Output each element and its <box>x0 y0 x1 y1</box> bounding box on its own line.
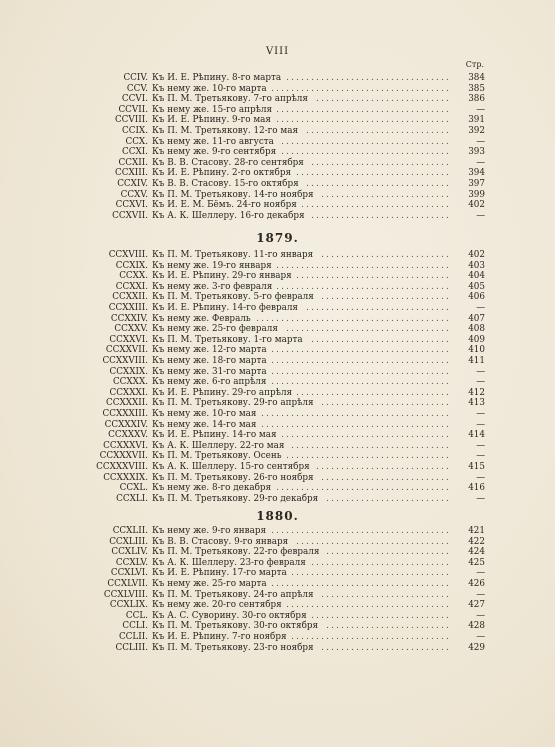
dot-leader: ................................... <box>276 483 451 494</box>
toc-entry <box>60 494 485 505</box>
entry-page: — <box>476 157 485 168</box>
entry-page: 407 <box>468 313 485 324</box>
entry-title: Къ нему же. 14-го мая <box>152 419 257 430</box>
entry-number: CCXXXV. <box>108 430 148 441</box>
entry-page: 391 <box>468 115 485 126</box>
dot-leader: ......................... <box>326 547 451 558</box>
entry-number: CCXLVI. <box>110 568 148 579</box>
entry-title: Къ И. Е. Рѣпину. 17-го марта <box>152 568 287 579</box>
toc-entry <box>60 261 485 272</box>
entry-title: Къ нему же. 20-го сентября <box>152 600 282 611</box>
entry-number: CCIX. <box>122 126 148 136</box>
entry-number: CCXLIII. <box>109 536 148 547</box>
entry-page: 426 <box>468 579 485 589</box>
entry-number: CCXLIX. <box>109 600 148 611</box>
toc-entry <box>60 314 485 325</box>
entry-number: CCXVIII. <box>108 250 148 260</box>
entry-page: 427 <box>468 600 485 611</box>
entry-title: Къ нему же. 9-го сентября <box>152 147 277 158</box>
entry-page: — <box>476 419 485 430</box>
dot-leader: ................................. <box>286 73 451 83</box>
entry-title: Къ П. М. Третьякову. 5-го февраля <box>152 292 314 303</box>
entry-page: 412 <box>468 387 485 398</box>
entry-page: 425 <box>468 557 485 568</box>
toc-entry <box>60 568 485 579</box>
entry-page: 384 <box>468 73 485 83</box>
dot-leader: ............................ <box>311 157 451 168</box>
entry-page: 385 <box>468 83 485 94</box>
entry-number: CCXII. <box>118 157 148 168</box>
toc-entry <box>60 537 485 548</box>
entry-page: — <box>476 377 485 388</box>
dot-leader: ................................. <box>286 324 451 335</box>
entry-page: — <box>476 493 485 504</box>
entry-number: CCXXIII. <box>108 303 148 313</box>
entry-title: Къ И. Е. Рѣпину. 8-го марта <box>152 73 282 83</box>
entry-title: Къ В. В. Стасову. 9-го января <box>152 536 289 547</box>
entry-title: Къ И. Е. Рѣпину. 14-го мая <box>152 430 277 441</box>
toc-entry <box>60 579 485 590</box>
dot-leader: ............................... <box>296 536 451 547</box>
entry-title: Къ П. М. Третьякову. 1-го марта <box>152 334 303 345</box>
entry-title: Къ И. Е. Рѣпину. 2-го октября <box>152 168 292 179</box>
entry-number: CCXXV. <box>114 324 148 335</box>
dot-leader: ............................... <box>296 387 451 398</box>
toc-entry <box>60 367 485 378</box>
entry-title: Къ П. М. Третьякову. 24-го апрѣля <box>152 589 314 600</box>
entry-title: Къ П. М. Третьякову. 23-го ноября <box>152 642 314 653</box>
entry-title: Къ нему же. 19-го января <box>152 260 272 271</box>
section-year-heading: 1879. <box>256 231 299 245</box>
dot-leader: ...................................... <box>261 409 451 419</box>
dot-leader: .......................... <box>321 472 451 483</box>
toc-entry <box>60 94 485 105</box>
dot-leader: .................................. <box>281 136 451 147</box>
dot-leader: ................................ <box>291 632 451 642</box>
entry-page: 392 <box>468 126 485 136</box>
dot-leader: ............................ <box>311 334 451 345</box>
entry-page: — <box>476 366 485 377</box>
entry-page: — <box>476 136 485 147</box>
toc-entry <box>60 473 485 484</box>
entry-number: CCXLI. <box>116 493 148 504</box>
toc-entry <box>60 451 485 462</box>
entry-number: CCXXXIV. <box>104 419 148 430</box>
entry-number: CCXI. <box>122 147 148 158</box>
dot-leader: .......................... <box>321 589 451 600</box>
entry-page: 414 <box>468 430 485 441</box>
entry-number: CCLI. <box>122 621 148 632</box>
dot-leader: ........................... <box>316 94 451 105</box>
dot-leader: ............................ <box>311 210 451 221</box>
entry-page: 416 <box>468 483 485 494</box>
entry-number: CCXLVIII. <box>103 589 148 600</box>
entry-number: CCXLIV. <box>111 547 148 558</box>
entry-title: Къ А. С. Суворину. 30-го октября <box>152 610 307 621</box>
entry-title: Къ нему же. 6-го апрѣля <box>152 377 267 388</box>
entry-number: CCXXXVI. <box>103 440 148 451</box>
toc-entry <box>60 462 485 473</box>
entry-title: Къ П. М. Третьякову. 29-го декабря <box>152 493 319 504</box>
dot-leader: .......................... <box>321 250 451 260</box>
toc-entry <box>60 547 485 558</box>
entry-title: Къ нему же. 12-го марта <box>152 345 267 356</box>
toc-entry <box>60 292 485 303</box>
entry-page: — <box>476 440 485 451</box>
entry-page: 424 <box>468 547 485 558</box>
toc-entry <box>60 398 485 409</box>
dot-leader: ............................. <box>306 303 451 313</box>
entry-number: CCVIII. <box>114 115 148 126</box>
page-column-header: Стр. <box>465 60 484 69</box>
entry-page: 397 <box>468 179 485 189</box>
entry-number: CCXIII. <box>115 168 148 179</box>
toc-entry <box>60 643 485 654</box>
entry-title: Къ И. Е. Рѣпину. 7-го ноября <box>152 632 287 642</box>
toc-entry <box>60 115 485 126</box>
entry-number: CCXIV. <box>117 179 148 189</box>
entry-page: — <box>476 210 485 221</box>
entry-page: 410 <box>468 345 485 356</box>
entry-page: 429 <box>468 642 485 653</box>
entry-title: Къ А. К. Шеллеру. 22-го мая <box>152 440 285 451</box>
entry-number: CCXLVII. <box>107 579 148 589</box>
toc-entry <box>60 105 485 116</box>
toc-entry <box>60 147 485 158</box>
entry-page: 413 <box>468 398 485 409</box>
dot-leader: .......................... <box>321 189 451 200</box>
toc-entry <box>60 441 485 452</box>
dot-leader: .................................. <box>281 430 451 441</box>
toc-entry <box>60 388 485 399</box>
toc-entry <box>60 526 485 537</box>
dot-leader: ................................... <box>276 260 451 271</box>
entry-title: Къ А. К. Шеллеру. 23-го февраля <box>152 557 306 568</box>
toc-entry <box>60 345 485 356</box>
entry-title: Къ П. М. Третьякову. 11-го января <box>152 250 314 260</box>
entry-title: Къ нему же. 8-го декабря <box>152 483 272 494</box>
entry-title: Къ П. М. Третьякову. 7-го апрѣля <box>152 94 308 105</box>
entry-number: CCXVI. <box>115 200 148 211</box>
toc-entry <box>60 430 485 441</box>
dot-leader: ...................................... <box>261 419 451 430</box>
entry-number: CCXXXII. <box>106 398 148 409</box>
entry-title: Къ В. В. Стасову. 28-го сентября <box>152 157 304 168</box>
entry-page: — <box>476 610 485 621</box>
page-number: VIII <box>265 46 290 57</box>
entry-title: Къ П. М. Третьякову. 26-го ноября <box>152 472 314 483</box>
dot-leader: .................................. <box>281 147 451 158</box>
entry-title: Къ П. М. Третьякову. 14-го ноября <box>152 189 314 200</box>
entry-number: CCXXXVIII. <box>96 462 148 472</box>
entry-title: Къ П. М. Третьякову. 30-го октября <box>152 621 319 632</box>
dot-leader: ............................... <box>296 168 451 179</box>
entry-number: CCXLV. <box>115 557 148 568</box>
dot-leader: ................................. <box>286 600 451 611</box>
toc-entry <box>60 179 485 190</box>
entry-page: 421 <box>468 526 485 536</box>
entry-number: CCL. <box>125 610 148 621</box>
toc-entry <box>60 303 485 314</box>
entry-number: CCLIII. <box>115 642 148 653</box>
toc-entry <box>60 621 485 632</box>
entry-page: — <box>476 568 485 579</box>
entry-page: 406 <box>468 292 485 303</box>
entry-title: Къ И. Е. Рѣпину. 14-го февраля <box>152 303 298 313</box>
toc-entry <box>60 335 485 346</box>
dot-leader: ................................ <box>291 568 451 579</box>
entry-title: Къ нему же. 15-го апрѣля <box>152 104 273 115</box>
entry-title: Къ И. Е. Рѣпину. 29-го января <box>152 271 292 282</box>
entry-number: CCXXIV. <box>110 313 148 324</box>
dot-leader: ................................... <box>276 281 451 292</box>
entry-number: CCVII. <box>118 104 148 115</box>
toc-entry <box>60 600 485 611</box>
entry-number: CCXXVII. <box>105 345 148 356</box>
dot-leader: ............................. <box>306 179 451 189</box>
entry-title: Къ П. М. Третьякову. 12-го мая <box>152 126 298 136</box>
entry-number: CCXV. <box>120 189 148 200</box>
toc-entry <box>60 356 485 367</box>
toc-entry <box>60 590 485 601</box>
toc-entry <box>60 168 485 179</box>
entry-page: 402 <box>468 250 485 260</box>
entry-number: CCLII. <box>118 632 148 642</box>
entry-title: Къ нему же. 10-го мая <box>152 409 257 419</box>
entry-page: — <box>476 632 485 642</box>
toc-entry <box>60 73 485 84</box>
toc-entry <box>60 211 485 222</box>
dot-leader: .............................. <box>301 200 451 211</box>
entry-number: CCXX. <box>119 271 148 282</box>
dot-leader: ................................... <box>276 104 451 115</box>
entry-number: CCXXXIII. <box>102 409 148 419</box>
entry-number: CCVI. <box>121 94 148 105</box>
entry-number: CCX. <box>125 136 148 147</box>
entry-title: Къ нему же. 31-го марта <box>152 366 267 377</box>
entry-page: 408 <box>468 324 485 335</box>
toc-entry <box>60 420 485 431</box>
dot-leader: ................................ <box>291 440 451 451</box>
entry-title: Къ И. Е. Рѣпину. 9-го мая <box>152 115 271 126</box>
entry-number: CCXXXI. <box>109 387 148 398</box>
toc-entry <box>60 558 485 569</box>
toc-entry <box>60 632 485 643</box>
entry-page: — <box>476 104 485 115</box>
entry-title: Къ И. Е. М. Бёмъ. 24-го ноября <box>152 200 297 211</box>
entry-page: 393 <box>468 147 485 158</box>
dot-leader: ............................ <box>311 610 451 621</box>
dot-leader: .......................... <box>321 398 451 409</box>
entry-page: 409 <box>468 334 485 345</box>
dot-leader: .................................... <box>271 345 451 356</box>
entry-number: CCXXII. <box>112 292 148 303</box>
dot-leader: .................................... <box>271 579 451 589</box>
entry-title: Къ нему же. 25-го февраля <box>152 324 278 335</box>
entry-number: CCXXX. <box>112 377 148 388</box>
toc-entry <box>60 250 485 261</box>
dot-leader: .................................... <box>271 366 451 377</box>
dot-leader: ............................ <box>311 557 451 568</box>
entry-number: CCXXIX. <box>109 366 148 377</box>
dot-leader: .................................... <box>271 83 451 94</box>
entry-page: 405 <box>468 281 485 292</box>
toc-entry <box>60 137 485 148</box>
dot-leader: ............................. <box>306 126 451 136</box>
entry-number: CCXXXIX. <box>103 472 148 483</box>
entry-page: — <box>476 472 485 483</box>
entry-title: Къ нему же. 18-го марта <box>152 356 267 366</box>
entry-title: Къ нему же. 9-го января <box>152 526 267 536</box>
toc-entry <box>60 158 485 169</box>
entry-title: Къ нему же. 25-го марта <box>152 579 267 589</box>
entry-page: 399 <box>468 189 485 200</box>
entry-title: Къ П. М. Третьякову. Осень <box>152 451 282 462</box>
entry-page: 394 <box>468 168 485 179</box>
entry-number: CCV. <box>126 83 148 94</box>
dot-leader: ......................... <box>326 493 451 504</box>
entry-number: CCXXVIII. <box>102 356 148 366</box>
toc-entry <box>60 324 485 335</box>
entry-page: 386 <box>468 94 485 105</box>
entry-number: CCXVII. <box>112 210 148 221</box>
toc-entry <box>60 190 485 201</box>
toc-entry <box>60 409 485 420</box>
entry-page: — <box>476 409 485 419</box>
entry-page: — <box>476 303 485 313</box>
entry-title: Къ нему же. 3-го февраля <box>152 281 273 292</box>
entry-title: Къ И. Е. Рѣпину. 29-го апрѣля <box>152 387 293 398</box>
toc-entry <box>60 611 485 622</box>
entry-page: 402 <box>468 200 485 211</box>
entry-page: 415 <box>468 462 485 472</box>
entry-title: Къ А. К. Шеллеру. 16-го декабря <box>152 210 305 221</box>
dot-leader: ................................... <box>276 115 451 126</box>
entry-number: CCXXI. <box>115 281 148 292</box>
toc-entry <box>60 377 485 388</box>
toc-entry <box>60 126 485 137</box>
dot-leader: ................................. <box>286 451 451 462</box>
entry-number: CCXIX. <box>115 260 148 271</box>
entry-number: CCXXVI. <box>109 334 148 345</box>
toc-entry <box>60 200 485 211</box>
entry-page: 428 <box>468 621 485 632</box>
entry-title: Къ В. В. Стасову. 15-го октября <box>152 179 299 189</box>
dot-leader: ............................... <box>296 271 451 282</box>
toc-entry <box>60 271 485 282</box>
dot-leader: .................................... <box>271 377 451 388</box>
entry-number: CCIV. <box>123 73 148 83</box>
toc-entry <box>60 84 485 95</box>
dot-leader: .......................... <box>321 292 451 303</box>
entry-page: — <box>476 451 485 462</box>
entry-number: CCXL. <box>119 483 148 494</box>
entry-number: CCXLII. <box>112 526 148 536</box>
toc-entry <box>60 483 485 494</box>
entry-page: 422 <box>468 536 485 547</box>
entry-title: Къ нему же. Февраль <box>152 313 251 324</box>
section-year-heading: 1880. <box>256 509 299 523</box>
dot-leader: .................................... <box>271 526 451 536</box>
entry-page: — <box>476 589 485 600</box>
entry-title: Къ нему же. 11-го августа <box>152 136 274 147</box>
entry-title: Къ П. М. Третьякову. 29-го апрѣля <box>152 398 314 409</box>
dot-leader: ....................................... <box>256 313 451 324</box>
entry-title: Къ нему же. 10-го марта <box>152 83 267 94</box>
entry-page: 403 <box>468 260 485 271</box>
entry-title: Къ А. К. Шеллеру. 15-го сентября <box>152 462 310 472</box>
dot-leader: ........................... <box>316 462 451 472</box>
entry-number: CCXXXVII. <box>99 451 148 462</box>
entry-title: Къ П. М. Третьякову. 22-го февраля <box>152 547 320 558</box>
dot-leader: ......................... <box>326 621 451 632</box>
entry-page: 411 <box>468 356 485 366</box>
toc-entry <box>60 282 485 293</box>
dot-leader: .......................... <box>321 642 451 653</box>
entry-page: 404 <box>468 271 485 282</box>
dot-leader: .................................... <box>271 356 451 366</box>
